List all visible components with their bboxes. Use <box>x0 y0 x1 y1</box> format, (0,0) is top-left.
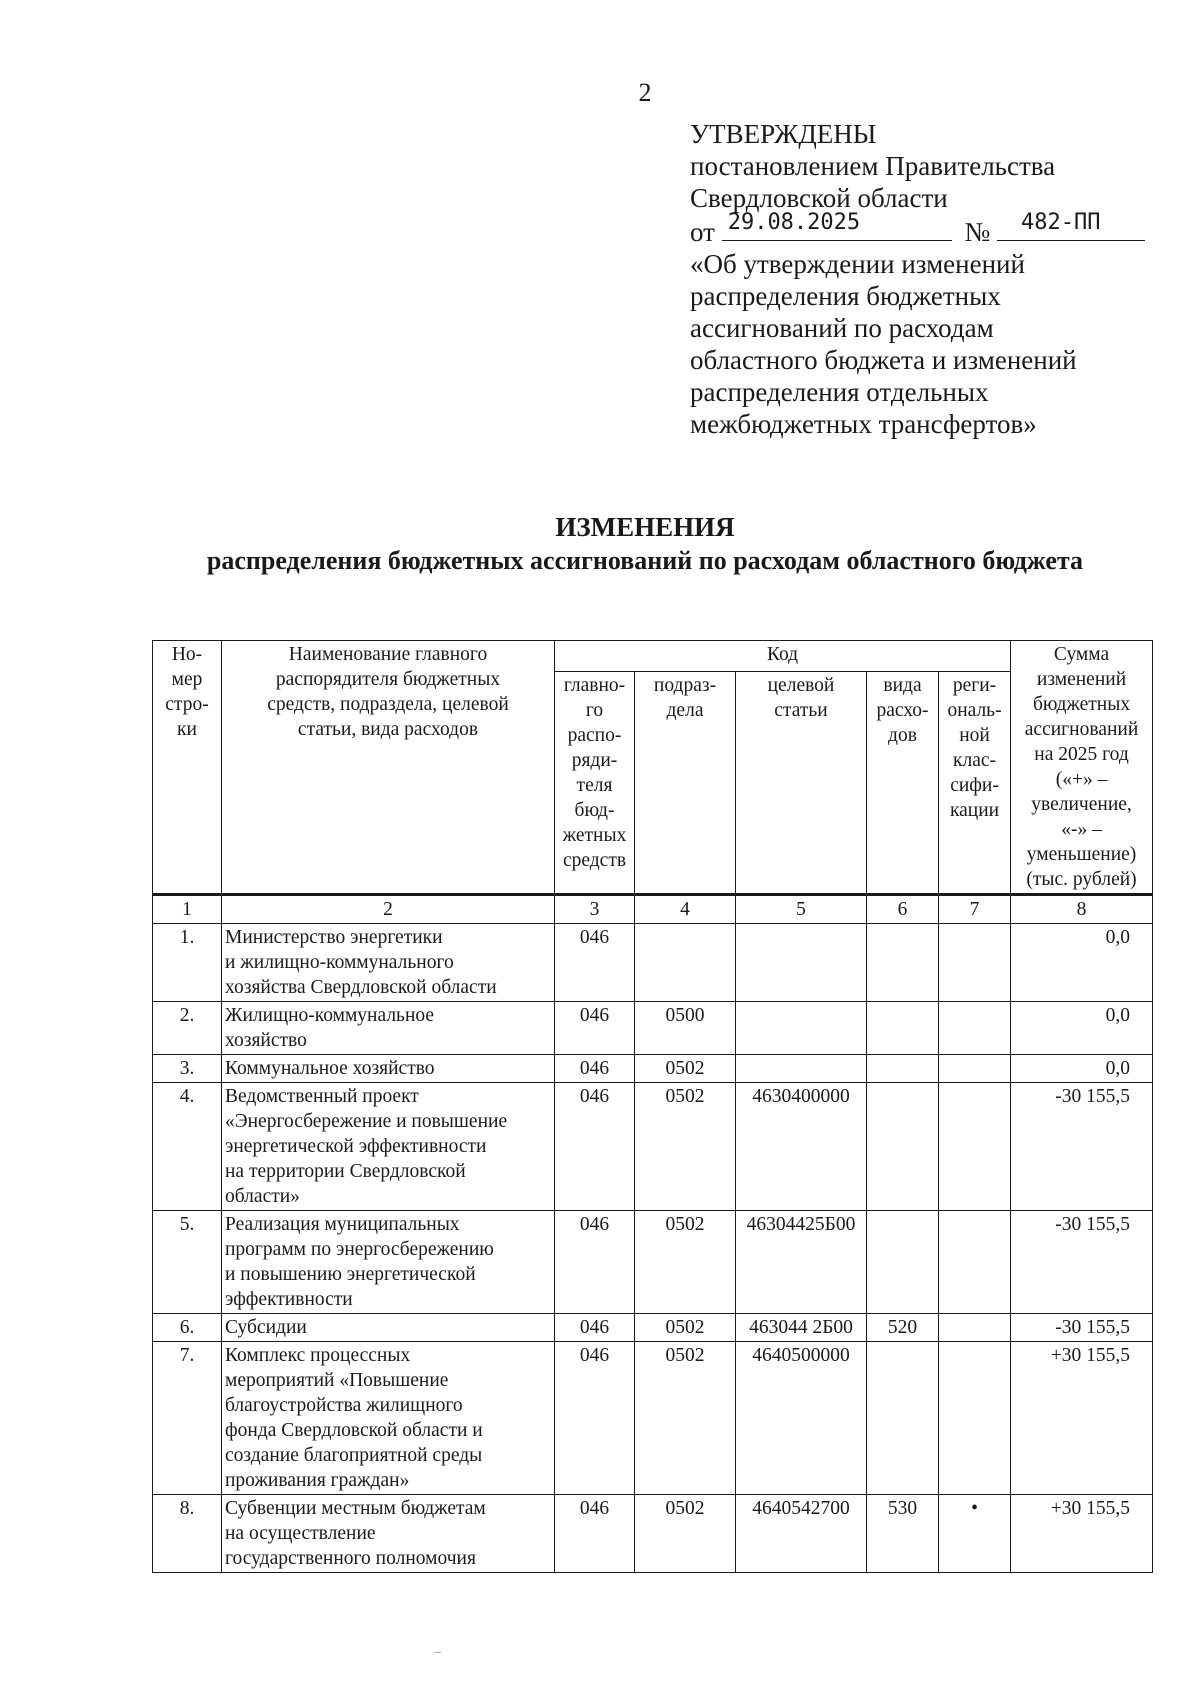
target-article-code-cell <box>736 924 867 1002</box>
target-article-code-cell: 4630400000 <box>736 1083 867 1211</box>
chief-manager-code-cell: 046 <box>555 1055 635 1083</box>
column-number-cell: 5 <box>736 895 867 924</box>
name-cell: Комплекс процессных мероприятий «Повышение благоустройства жилищного фонда Свердловской области и создание благоприятной среды проживания граждан» <box>222 1342 555 1495</box>
header-row-number: Но- мер стро- ки <box>153 641 222 895</box>
regional-class-cell <box>939 1314 1011 1342</box>
chief-manager-code-cell: 046 <box>555 1211 635 1314</box>
regional-class-cell <box>939 1211 1011 1314</box>
row-number-cell: 2. <box>153 1002 222 1055</box>
name-cell: Коммунальное хозяйство <box>222 1055 555 1083</box>
approval-title-line: межбюджетных трансфертов» <box>690 409 1037 439</box>
name-cell: Министерство энергетики и жилищно-коммунального хозяйства Свердловской области <box>222 924 555 1002</box>
amount-cell: -30 155,5 <box>1011 1211 1153 1314</box>
amount-cell: 0,0 <box>1011 1002 1153 1055</box>
subsection-code-cell: 0502 <box>635 1211 736 1314</box>
table-row <box>153 1342 1153 1495</box>
column-number-row <box>153 895 1153 924</box>
date-prefix: от <box>690 217 715 247</box>
header-amount: Сумма изменений бюджетных ассигнований на 2025 год («+» – увеличение, «-» – уменьшение) (тыс. рублей) <box>1011 641 1153 895</box>
regional-class-cell <box>939 1002 1011 1055</box>
row-number-cell: 3. <box>153 1055 222 1083</box>
target-article-code-cell <box>736 1055 867 1083</box>
row-number-cell: 4. <box>153 1083 222 1211</box>
amount-cell: -30 155,5 <box>1011 1314 1153 1342</box>
amount-cell: +30 155,5 <box>1011 1495 1153 1573</box>
table-row <box>153 1002 1153 1055</box>
table-row <box>153 1083 1153 1211</box>
approval-title-line: распределения отдельных <box>690 377 989 407</box>
approval-title-line: ассигнований по расходам <box>690 313 994 343</box>
subsection-code-cell: 0502 <box>635 1314 736 1342</box>
subsection-code-cell: 0502 <box>635 1342 736 1495</box>
subsection-code-cell: 0502 <box>635 1083 736 1211</box>
row-number-cell: 7. <box>153 1342 222 1495</box>
column-number-cell: 1 <box>153 895 222 924</box>
expense-type-code-cell <box>867 1211 939 1314</box>
name-cell: Жилищно-коммунальное хозяйство <box>222 1002 555 1055</box>
approval-title-line: «Об утверждении изменений <box>690 249 1025 279</box>
expense-type-code-cell: 530 <box>867 1495 939 1573</box>
expense-type-code-cell <box>867 924 939 1002</box>
regional-class-cell <box>939 1083 1011 1211</box>
number-value: 482-ПП <box>1020 210 1101 235</box>
approval-title-line: распределения бюджетных <box>690 281 1001 311</box>
expense-type-code-cell <box>867 1055 939 1083</box>
column-number-cell: 6 <box>867 895 939 924</box>
name-cell: Реализация муниципальных программ по энергосбережению и повышению энергетической эффективности <box>222 1211 555 1314</box>
expense-type-code-cell: 520 <box>867 1314 939 1342</box>
chief-manager-code-cell: 046 <box>555 1314 635 1342</box>
chief-manager-code-cell: 046 <box>555 1083 635 1211</box>
row-number-cell: 6. <box>153 1314 222 1342</box>
expense-type-code-cell <box>867 1083 939 1211</box>
table-row <box>153 1495 1153 1573</box>
document-subtitle: распределения бюджетных ассигнований по расходам областного бюджета <box>206 546 1084 575</box>
table-row <box>153 1211 1153 1314</box>
regional-class-cell <box>939 924 1011 1002</box>
column-number-cell: 2 <box>222 895 555 924</box>
name-cell: Ведомственный проект «Энергосбережение и повышение энергетической эффективности на территории Свердловской области» <box>222 1083 555 1211</box>
header-name: Наименование главного распорядителя бюджетных средств, подраздела, целевой статьи, вида расходов <box>222 641 555 895</box>
subsection-code-cell: 0500 <box>635 1002 736 1055</box>
amount-cell: 0,0 <box>1011 1055 1153 1083</box>
target-article-code-cell: 463044 2Б00 <box>736 1314 867 1342</box>
number-prefix: № <box>964 217 991 247</box>
approval-line-1: постановлением Правительства <box>690 151 1056 181</box>
chief-manager-code-cell: 046 <box>555 924 635 1002</box>
target-article-code-cell: 46304425Б00 <box>736 1211 867 1314</box>
column-number-cell: 8 <box>1011 895 1153 924</box>
budget-changes-table <box>152 640 1153 1573</box>
target-article-code-cell: 4640500000 <box>736 1342 867 1495</box>
column-number-cell: 4 <box>635 895 736 924</box>
subsection-code-cell: 0502 <box>635 1495 736 1573</box>
header-target-article: целевой статьи <box>736 671 867 894</box>
table-body <box>153 895 1153 1573</box>
number-field <box>997 210 1145 241</box>
name-cell: Субвенции местным бюджетам на осуществление государственного полномочия <box>222 1495 555 1573</box>
amount-cell: 0,0 <box>1011 924 1153 1002</box>
row-number-cell: 8. <box>153 1495 222 1573</box>
table-row <box>153 1055 1153 1083</box>
header-subsection: подраз- дела <box>635 671 736 894</box>
subsection-code-cell: 0502 <box>635 1055 736 1083</box>
approval-title-line: областного бюджета и изменений <box>690 345 1077 375</box>
expense-type-code-cell <box>867 1342 939 1495</box>
approval-heading: УТВЕРЖДЕНЫ <box>690 119 877 149</box>
chief-manager-code-cell: 046 <box>555 1342 635 1495</box>
expense-type-code-cell <box>867 1002 939 1055</box>
chief-manager-code-cell: 046 <box>555 1002 635 1055</box>
header-expense-type: вида расхо- дов <box>867 671 939 894</box>
regional-class-cell <box>939 1055 1011 1083</box>
regional-class-cell: • <box>939 1495 1011 1573</box>
document-title: ИЗМЕНЕНИЯ <box>555 512 735 542</box>
row-number-cell: 5. <box>153 1211 222 1314</box>
approval-title <box>690 248 1160 440</box>
column-number-cell: 7 <box>939 895 1011 924</box>
page-number: 2 <box>638 78 652 107</box>
column-number-cell: 3 <box>555 895 635 924</box>
chief-manager-code-cell: 046 <box>555 1495 635 1573</box>
amount-cell: +30 155,5 <box>1011 1342 1153 1495</box>
approval-block <box>690 118 1160 440</box>
approval-date-line <box>690 210 1160 248</box>
approval-line-2: Свердловской области <box>690 183 948 213</box>
table-row <box>153 924 1153 1002</box>
amount-cell: -30 155,5 <box>1011 1083 1153 1211</box>
header-row-1 <box>153 641 1153 672</box>
scan-mark <box>435 1652 441 1653</box>
target-article-code-cell: 4640542700 <box>736 1495 867 1573</box>
table-row <box>153 1314 1153 1342</box>
subsection-code-cell <box>635 924 736 1002</box>
date-field <box>722 210 952 241</box>
target-article-code-cell <box>736 1002 867 1055</box>
name-cell: Субсидии <box>222 1314 555 1342</box>
regional-class-cell <box>939 1342 1011 1495</box>
header-code: Код <box>555 641 1011 672</box>
date-value: 29.08.2025 <box>727 210 861 235</box>
header-regional-class: реги- ональ- ной клас- сифи- кации <box>939 671 1011 894</box>
header-chief-manager: главно- го распо- ряди- теля бюд- жетных средств <box>555 671 635 894</box>
row-number-cell: 1. <box>153 924 222 1002</box>
